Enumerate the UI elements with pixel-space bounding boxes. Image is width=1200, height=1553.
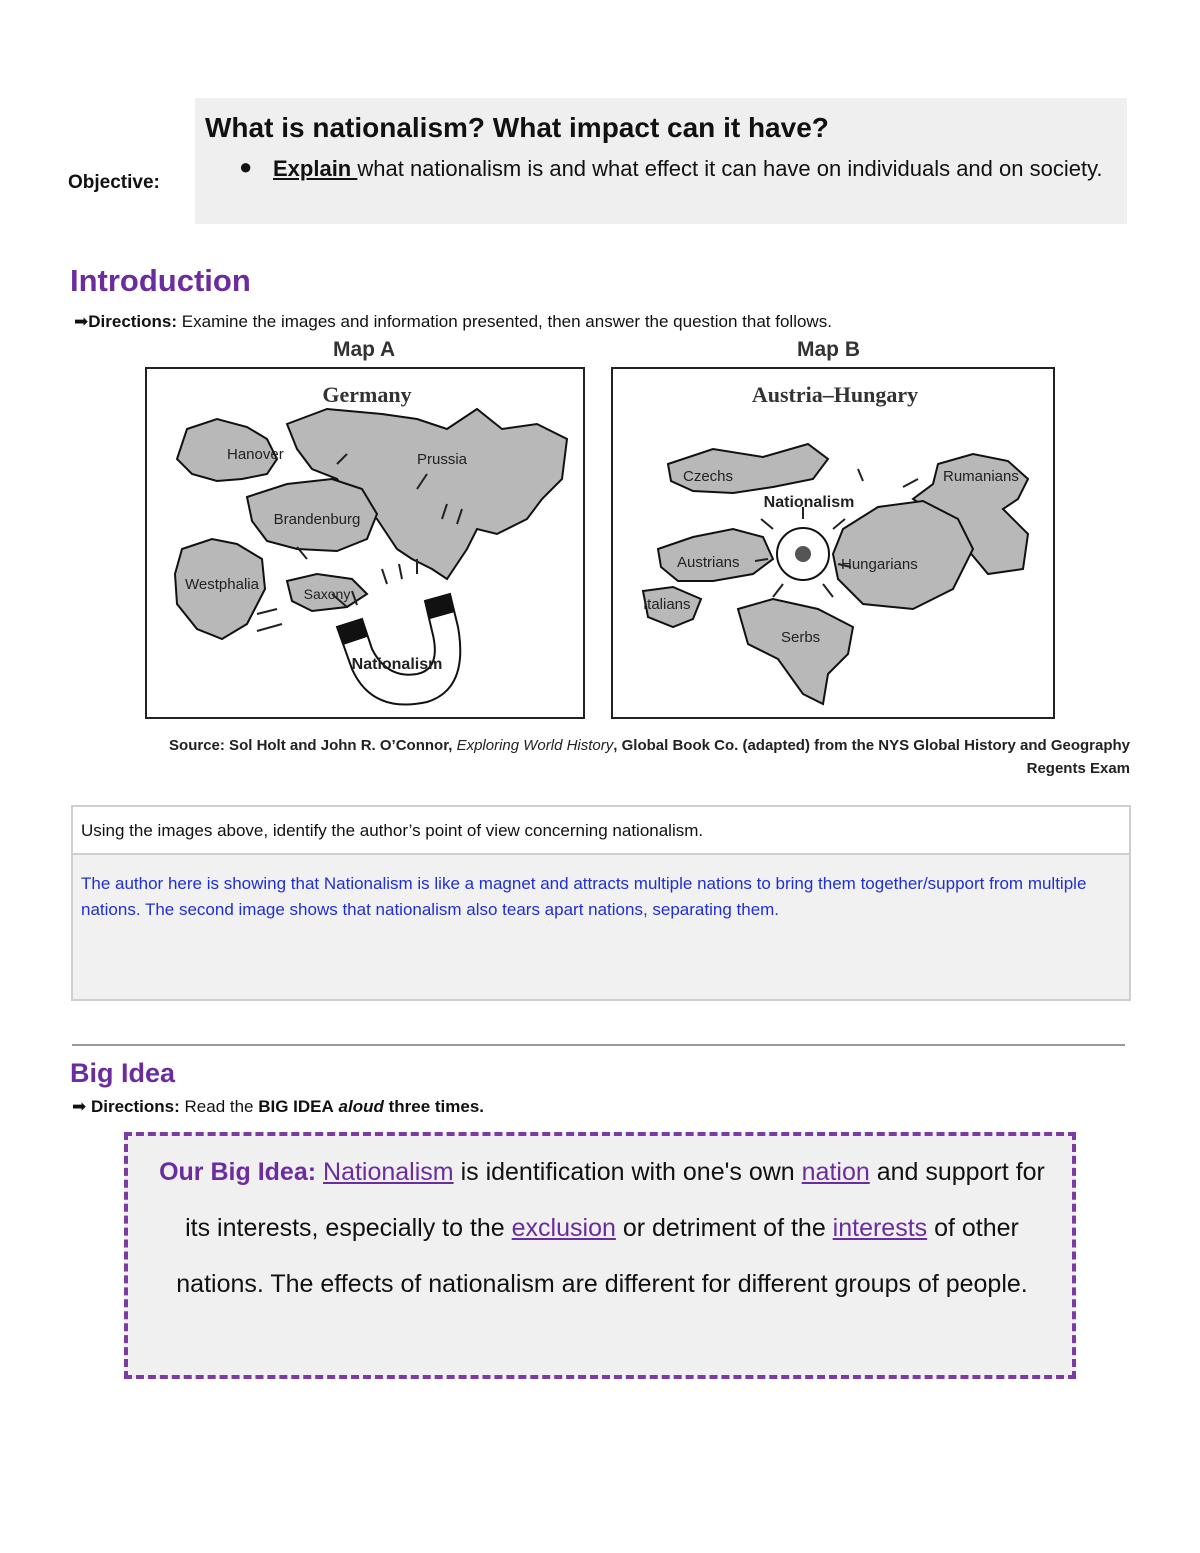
big-idea-text-4: of other nations. The effects of nationalism are different for different groups of people. — [176, 1214, 1028, 1298]
objective-bullet-text: what nationalism is and what effect it can have on individuals and on society. — [357, 156, 1103, 181]
directions-end: three times. — [383, 1097, 485, 1116]
map-b-label-rumanians: Rumanians — [943, 468, 1019, 485]
big-idea-text-1: is identification with one's own — [453, 1158, 802, 1186]
map-b-label-serbs: Serbs — [781, 629, 821, 646]
term-exclusion: exclusion — [511, 1214, 616, 1242]
map-a-caption: Map A — [333, 338, 396, 361]
map-b-title: Austria–Hungary — [751, 382, 919, 407]
arrow-right-icon: ➡ — [72, 1097, 87, 1116]
map-a — [145, 367, 585, 719]
objective-verb: Explain — [273, 156, 358, 181]
introduction-heading: Introduction — [70, 263, 251, 298]
objective-title: What is nationalism? What impact can it have? — [205, 112, 829, 143]
question-answer-box — [71, 805, 1131, 1001]
map-region-serbs — [738, 599, 853, 704]
term-nationalism: Nationalism — [323, 1158, 454, 1186]
map-a-label-prussia: Prussia — [417, 451, 468, 468]
map-b-label-czechs: Czechs — [683, 468, 734, 485]
objective-bullet — [273, 152, 1113, 186]
introduction-directions — [74, 312, 832, 332]
term-nation: nation — [801, 1158, 870, 1186]
map-b — [611, 367, 1055, 719]
map-a-title: Germany — [322, 382, 412, 407]
map-b-label-nationalism: Nationalism — [763, 494, 855, 511]
map-a-illustration — [147, 369, 585, 719]
answer-field[interactable]: The author here is showing that Nationalism is like a magnet and attracts multiple nations to bring them together/support from multiple nations. The second image shows that nationalism also tears apart nations, separating them. — [73, 855, 1129, 999]
map-b-label-austrians: Austrians — [677, 554, 740, 571]
section-divider — [72, 1044, 1125, 1046]
source-prefix: Source: Sol Holt and John R. O’Connor, — [169, 737, 457, 754]
map-region-hungarians — [833, 501, 973, 609]
objective-box — [195, 98, 1127, 224]
big-idea-text-3: or detriment of the — [615, 1214, 833, 1242]
map-b-caption: Map B — [797, 338, 860, 361]
source-work: Exploring World History — [456, 737, 614, 754]
map-a-label-nationalism: Nationalism — [351, 656, 443, 673]
directions-aloud: aloud — [338, 1097, 384, 1116]
directions-big-idea: BIG IDEA — [258, 1097, 334, 1116]
explosion-core — [795, 546, 811, 562]
directions-text: Examine the images and information presented, then answer the question that follows. — [177, 312, 832, 331]
map-a-label-hanover: Hanover — [227, 446, 284, 463]
arrow-right-icon: ➡ — [74, 312, 89, 331]
big-idea-text — [158, 1144, 1046, 1312]
map-b-label-hungarians: Hungarians — [841, 556, 918, 573]
map-b-illustration — [613, 369, 1055, 719]
big-idea-box — [124, 1132, 1076, 1379]
directions-label: Directions: — [90, 1097, 180, 1116]
big-idea-heading: Big Idea — [70, 1058, 176, 1088]
big-idea-lead: Our Big Idea: — [159, 1158, 317, 1186]
map-b-label-italians: Italians — [643, 596, 691, 613]
map-a-label-westphalia: Westphalia — [185, 576, 259, 593]
directions-read: Read the — [179, 1097, 259, 1116]
map-a-label-saxony: Saxony — [303, 586, 351, 602]
source-citation — [140, 734, 1130, 780]
objective-label: Objective: — [68, 172, 160, 193]
term-interests: interests — [832, 1214, 928, 1242]
big-idea-text-2: and support for its interests, especially to the — [185, 1158, 1045, 1242]
directions-label: Directions: — [88, 312, 178, 331]
question-prompt: Using the images above, identify the author’s point of view concerning nationalism. — [73, 807, 1129, 855]
bullet-icon: ● — [239, 154, 253, 179]
source-suffix: , Global Book Co. (adapted) from the NYS Global History and Geography Regents Exam — [613, 737, 1130, 777]
map-a-label-brandenburg: Brandenburg — [273, 511, 361, 528]
big-idea-directions — [72, 1097, 484, 1117]
